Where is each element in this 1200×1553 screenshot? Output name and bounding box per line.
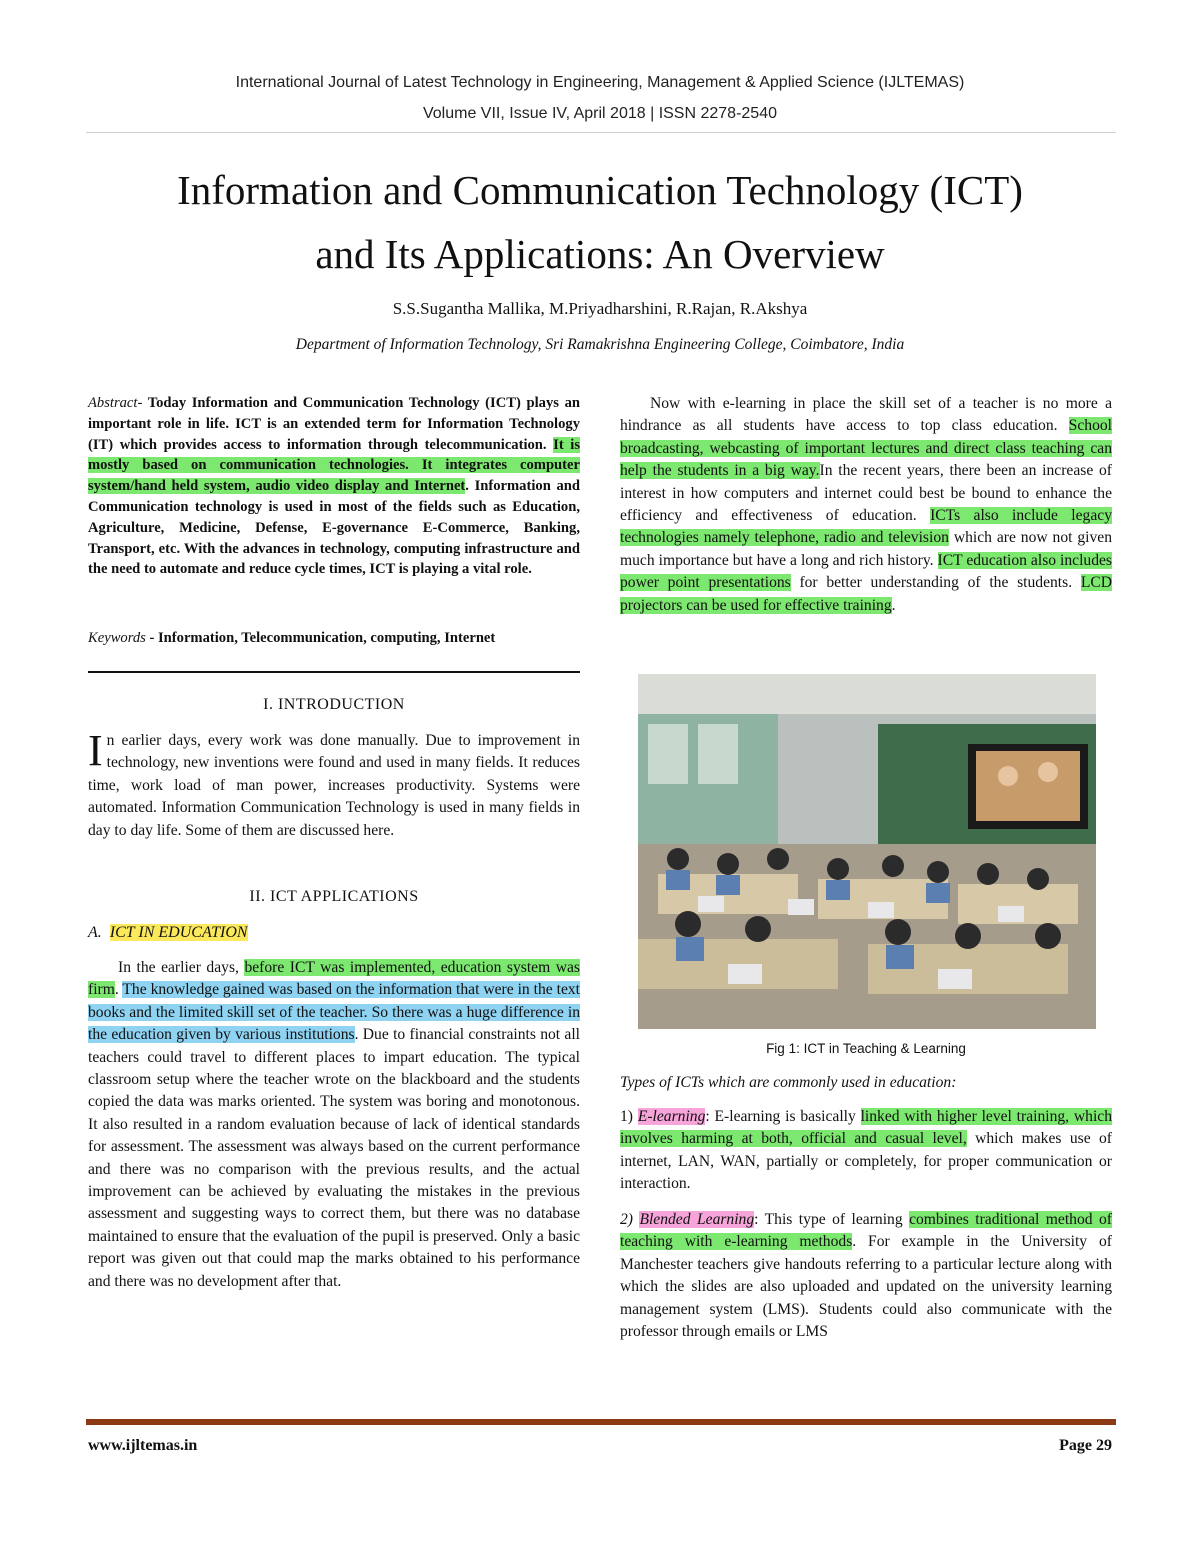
education-highlight-blue: The knowledge gained was based on the information that were in the text books and the limited skill set of the teacher. So there was a huge difference in the education given by various institutions <box>88 981 580 1044</box>
page-number: Page 29 <box>1059 1437 1112 1454</box>
footer-divider <box>86 1419 1116 1425</box>
abstract-text-2: . Information and Communication technology is used in most of the fields such as Education, Agriculture, Medicine, Defense, E-governance E-Commerce, Banking, Transport, etc. With the advances in technology, computing infrastructure and the need to automate and reduce cycle times, ICT is playing a vital role. <box>88 478 580 578</box>
elearning-text-c: which are now not given much importance but have a long and rich history. <box>620 529 1112 569</box>
elearning-text-d: for better understanding of the students. <box>790 574 1081 592</box>
item1-text-b: which makes use of internet, LAN, WAN, partially or completely, for proper communication or interaction. <box>620 1130 1112 1193</box>
header-divider <box>86 132 1116 133</box>
education-lead: In the earlier days, <box>118 959 245 976</box>
abstract-label: Abstract- <box>88 395 143 411</box>
item2-text-a: : This type of learning <box>754 1211 910 1228</box>
item2-number: 2) <box>620 1211 640 1228</box>
subsection-heading-education <box>88 922 580 944</box>
keywords-text: - Information, Telecommunication, computing, Internet <box>145 630 496 646</box>
intro-paragraph <box>88 726 580 842</box>
elearning-highlight-2: ICTs also include legacy technologies namely telephone, radio and television <box>620 507 1112 547</box>
paper-title-line1: Information and Communication Technology (ICT) <box>177 167 1023 213</box>
section-heading-introduction: I. INTRODUCTION <box>263 696 405 713</box>
abstract-text: Today Information and Communication Technology (ICT) plays an important role in life. ICT is an extended term for Information Technology (IT) which provides access to information through telecommunication. <box>88 395 580 453</box>
keywords-label: Keywords <box>88 630 146 646</box>
item2-text-b: . For example in the University of Manchester teachers give handouts referring to a particular lecture along with which the slides are also uploaded and updated on the university learning management system (LMS). Students could also communicate with the professor through emails or LMS <box>620 1233 1112 1341</box>
list-item-elearning <box>620 1106 1112 1196</box>
abstract <box>88 393 580 580</box>
item2-highlight: combines traditional method of teaching with e-learning methods <box>620 1211 1112 1251</box>
education-sep: . <box>114 981 123 999</box>
dropcap: I <box>88 726 103 775</box>
keywords-divider <box>88 671 580 673</box>
education-highlight-green: before ICT was implemented, education system was firm <box>88 959 580 999</box>
intro-text: n earlier days, every work was done manually. Due to improvement in technology, new inventions were found and used in many fields. It reduces time, work load of man power, increases productivity. Systems were automated. Information Communication Technology is used in many fields in day to day life. Some of them are discussed here. <box>88 732 580 839</box>
elearning-text-b: In the recent years, there been an increase of interest in how computers and internet could best be bound to enhance the efficiency and effectiveness of education. <box>620 462 1112 525</box>
classroom-photo <box>638 674 1096 1029</box>
subsection-title: ICT IN EDUCATION <box>109 924 248 941</box>
elearning-text-a: Now with e-learning in place the skill set of a teacher is no more a hindrance as all students have access to top class education. <box>620 395 1112 435</box>
item2-label: Blended Learning <box>639 1211 755 1228</box>
item1-number: 1) <box>620 1108 638 1125</box>
keywords <box>88 628 580 649</box>
list-item-blended-learning <box>620 1209 1112 1343</box>
item1-text-a: : E-learning is basically <box>705 1108 861 1125</box>
subsection-label: A. <box>88 924 102 941</box>
paper-title-line2: and Its Applications: An Overview <box>315 231 885 277</box>
elearning-paragraph <box>620 393 1112 617</box>
journal-volume: Volume VII, Issue IV, April 2018 | ISSN 2278-2540 <box>422 105 777 122</box>
types-heading: Types of ICTs which are commonly used in education: <box>620 1074 957 1091</box>
elearning-text-e: . <box>891 596 896 614</box>
elearning-highlight-4: LCD projectors can be used for effective training <box>620 574 1112 614</box>
section-heading-applications: II. ICT APPLICATIONS <box>249 888 419 905</box>
elearning-highlight-3: ICT education also includes power point presentations <box>620 551 1112 592</box>
affiliation: Department of Information Technology, Sri Ramakrishna Engineering College, Coimbatore, India <box>295 336 905 353</box>
elearning-highlight-1: School broadcasting, webcasting of important lectures and direct class teaching can help the students in a big way. <box>620 417 1112 480</box>
footer-website-link[interactable]: www.ijltemas.in <box>88 1437 198 1454</box>
education-paragraph <box>88 957 580 1293</box>
abstract-highlight: It is mostly based on communication technologies. It integrates computer system/hand held system, audio video display and Internet <box>88 436 581 495</box>
journal-name: International Journal of Latest Technology in Engineering, Management & Applied Science (IJLTEMAS) <box>235 74 965 91</box>
item1-label: E-learning <box>637 1108 706 1125</box>
figure-caption: Fig 1: ICT in Teaching & Learning <box>766 1041 966 1056</box>
authors: S.S.Sugantha Mallika, M.Priyadharshini, R.Rajan, R.Akshya <box>392 299 808 318</box>
education-rest: . Due to financial constraints not all teachers could travel to different places to impart education. The typical classroom setup where the teacher wrote on the blackboard and the students copied the data was marks oriented. The system was boring and monotonous. It also resulted in a random evaluation because of lack of identical standards for assessment. The assessment was always based on the current performance and there was no comparison with the previous results, and the actual improvement can be achieved by evaluating the mistakes in the previous assessment and suggesting ways to correct them, but there was no database maintained to ensure that the evaluation of the pupil is preserved. Only a basic report was given out that could map the marks obtained to his performance and there was no development after that. <box>88 1026 580 1290</box>
item1-highlight: linked with higher level training, which involves harming at both, official and casual level, <box>620 1108 1113 1148</box>
